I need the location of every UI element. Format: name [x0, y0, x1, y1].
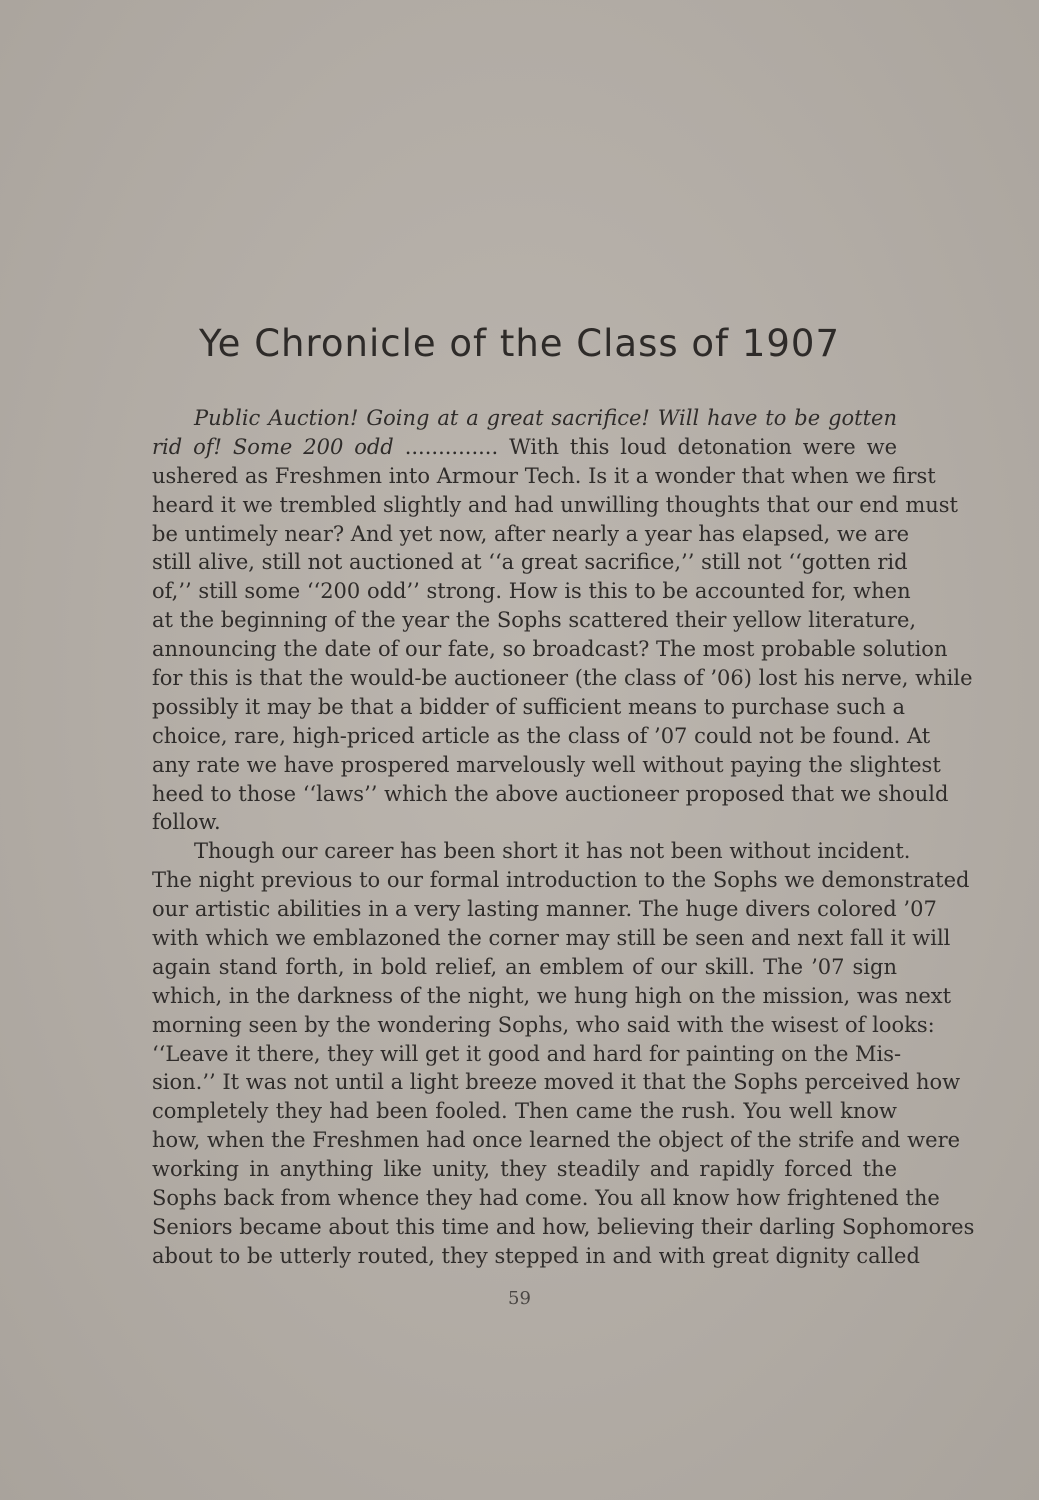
text-line: again stand forth, in bold relief, an emblem of our skill. The ’07 sign — [152, 954, 897, 979]
text-line: ushered as Freshmen into Armour Tech. Is it a wonder that when we first — [152, 463, 936, 488]
text-span: Going at a great sacrifice! — [366, 406, 650, 430]
text-line: of,’’ still some ‘‘200 odd’’ strong. How is this to be accounted for, when — [152, 579, 911, 604]
text-span: .............. — [404, 434, 499, 459]
text-span: rid of! — [152, 434, 222, 459]
text-span: Some 200 odd — [232, 434, 394, 459]
text-line: working in anything like unity, they steadily and rapidly forced the — [152, 1157, 897, 1182]
text-line: any rate we have prospered marvelously well without paying the slightest — [152, 752, 941, 777]
text-line: about to be utterly routed, they stepped in and with great dignity called — [152, 1243, 920, 1268]
body-text — [152, 404, 975, 1271]
text-line: for this is that the would-be auctioneer (the class of ’06) lost his nerve, while — [152, 666, 973, 691]
page-title: Ye Chronicle of the Class of 1907 — [198, 322, 840, 365]
text-line: Sophs back from whence they had come. You all know how frightened the — [152, 1186, 940, 1211]
text-line: ‘‘Leave it there, they will get it good and hard for painting on the Mis- — [152, 1041, 902, 1066]
text-line: choice, rare, high-priced article as the class of ’07 could not be found. At — [152, 723, 931, 748]
text-line: morning seen by the wondering Sophs, who said with the wisest of looks: — [152, 1012, 935, 1037]
text-line: possibly it may be that a bidder of sufficient means to purchase such a — [152, 694, 906, 719]
text-line: our artistic abilities in a very lasting manner. The huge divers colored ’07 — [152, 897, 937, 922]
text-line: which, in the darkness of the night, we hung high on the mission, was next — [152, 983, 952, 1008]
text-line: with which we emblazoned the corner may still be seen and next fall it will — [152, 926, 951, 951]
text-line: Seniors became about this time and how, believing their darling Sophomores — [152, 1214, 975, 1239]
text-span: With this loud detonation were we — [509, 434, 898, 459]
text-line: at the beginning of the year the Sophs scattered their yellow literature, — [152, 608, 917, 633]
text-line — [152, 404, 897, 433]
text-line — [152, 433, 897, 462]
text-span: Will have to be gotten — [657, 406, 897, 430]
text-line: The night previous to our formal introduction to the Sophs we demonstrated — [152, 868, 970, 893]
text-line: follow. — [152, 810, 221, 835]
text-line: completely they had been fooled. Then came the rush. You well know — [152, 1099, 897, 1124]
text-line: heard it we trembled slightly and had unwilling thoughts that our end must — [152, 492, 958, 517]
text-line: be untimely near? And yet now, after nearly a year has elapsed, we are — [152, 521, 910, 546]
text-line: Though our career has been short it has not been without incident. — [194, 839, 911, 864]
text-span: Public Auction! — [194, 406, 359, 430]
text-line: how, when the Freshmen had once learned the object of the strife and were — [152, 1128, 961, 1153]
page-number: 59 — [508, 1288, 531, 1309]
text-line: sion.’’ It was not until a light breeze moved it that the Sophs perceived how — [152, 1070, 961, 1095]
text-line: still alive, still not auctioned at ‘‘a great sacrifice,’’ still not ‘‘gotten rid — [152, 550, 908, 575]
text-line: announcing the date of our fate, so broadcast? The most probable solution — [152, 637, 948, 662]
text-line: heed to those ‘‘laws’’ which the above auctioneer proposed that we should — [152, 781, 949, 806]
